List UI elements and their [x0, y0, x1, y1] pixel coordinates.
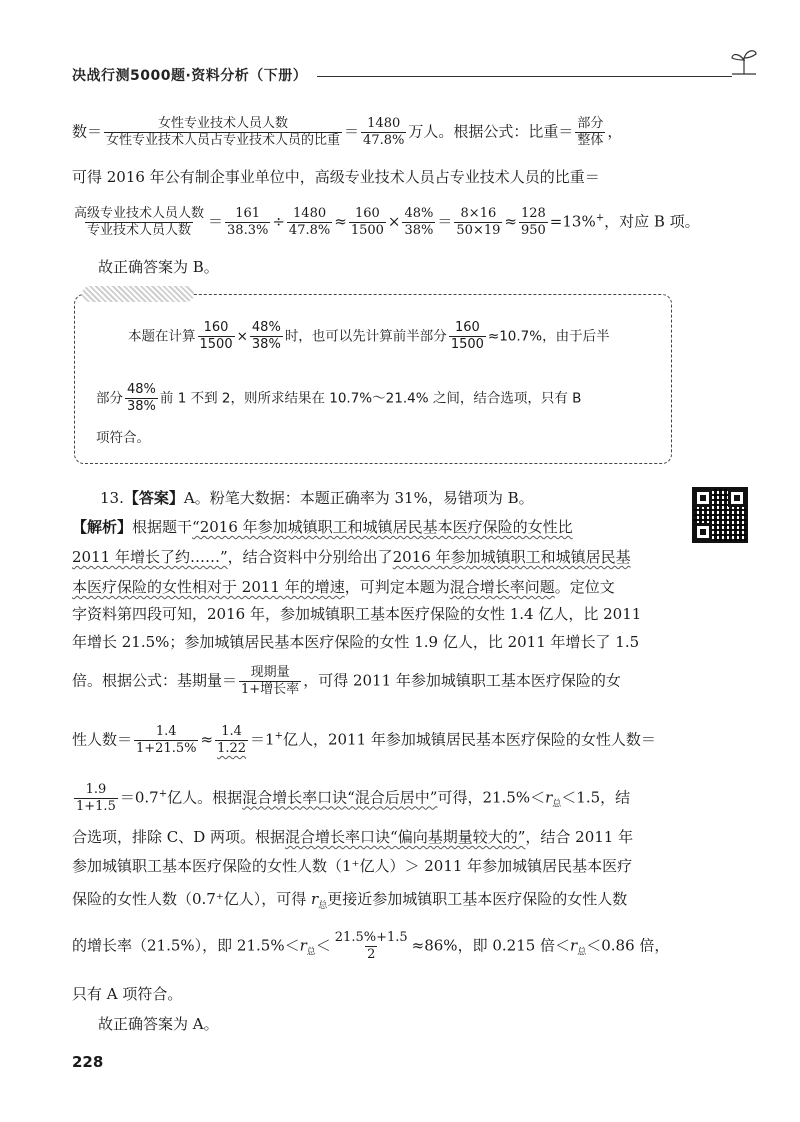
denominator: 1+21.5%	[136, 741, 197, 756]
text: ×	[387, 212, 401, 231]
page-number: 228	[72, 1053, 104, 1071]
denominator: 47.8%	[288, 223, 331, 238]
numerator: 21.5%+1.5	[334, 930, 408, 945]
tip-line-2	[96, 382, 581, 415]
denominator: 38%	[251, 337, 281, 352]
text: 时，也可以先计算前半部分	[284, 328, 447, 345]
text: ，对应 B 项。	[604, 212, 700, 231]
denominator: 47.8%	[363, 133, 405, 148]
analysis-line-9	[72, 826, 633, 848]
numerator: 8×16	[460, 206, 497, 221]
text: ，结合资料中分别给出了	[227, 548, 393, 566]
denominator: 1.22	[217, 741, 247, 756]
numerator: 48%	[127, 382, 156, 397]
text: ，	[607, 122, 623, 141]
fraction	[402, 206, 435, 239]
superscript: +	[595, 212, 605, 224]
qr-finder	[694, 523, 712, 541]
text: ≈	[334, 212, 347, 231]
numerator: 161	[235, 206, 261, 221]
text: ≈	[504, 212, 517, 231]
numerator: 高级专业技术人员人数	[74, 206, 205, 221]
text: 部分	[96, 390, 123, 407]
analysis-line-10: 参加城镇职工基本医疗保险的女性人数（1⁺亿人）＞ 2011 年参加城镇居民基本医疗	[72, 857, 633, 875]
text: =13%	[549, 212, 596, 231]
numerator: 128	[520, 206, 546, 221]
text: 亿人，2011 年参加城镇居民基本医疗保险的女性人数＝	[282, 730, 656, 749]
text: 更接近参加城镇职工基本医疗保险的女性人数	[327, 890, 628, 908]
numerator: 160	[354, 206, 380, 221]
text: ，可判定本题为	[344, 578, 450, 596]
text: ＝0.7	[119, 788, 159, 807]
question-number: 13.	[100, 489, 124, 507]
fraction	[72, 206, 206, 239]
fraction	[104, 116, 342, 149]
fraction	[449, 320, 486, 353]
numerator: 现期量	[250, 665, 290, 680]
fraction	[287, 206, 332, 239]
text: ≈	[200, 730, 214, 749]
fraction	[333, 930, 410, 963]
superscript: +	[274, 730, 283, 742]
variable-r: r	[545, 788, 553, 807]
text: 可得，21.5%＜	[437, 788, 546, 807]
calc-line-2: 可得 2016 年公有制企事业单位中，高级专业技术人员占专业技术人员的比重＝	[72, 168, 600, 186]
denominator: 38.3%	[227, 223, 269, 238]
text: ＜1.5，结	[561, 788, 631, 807]
header-title: 决战行测5000题·资料分析（下册）	[72, 68, 308, 84]
denominator: 1+增长率	[241, 682, 300, 697]
text: ＝	[344, 122, 360, 141]
text: 前 1 不到 2，则所求结果在 10.7%～21.4% 之间，结合选项，只有 B	[159, 390, 582, 407]
subscript: 总	[552, 799, 562, 810]
numerator: 1.9	[85, 782, 107, 797]
text: ＝	[437, 212, 453, 231]
sprout-icon	[726, 44, 762, 80]
denominator: 2	[367, 947, 376, 962]
calc-line-1	[72, 116, 622, 149]
running-header	[72, 60, 732, 90]
calc-line-3	[70, 206, 700, 239]
text: ＝	[208, 212, 224, 231]
numerator: 48%	[251, 320, 281, 335]
denominator: 50×19	[456, 223, 501, 238]
text: ，可得 2011 年参加城镇职工基本医疗保险的女	[303, 671, 621, 690]
fraction	[575, 116, 605, 149]
text: 数＝	[72, 122, 103, 141]
fraction	[250, 320, 283, 353]
text: ≈86%，即 0.215 倍＜	[411, 936, 571, 955]
text: ＜0.86 倍，	[586, 936, 670, 955]
denominator: 整体	[577, 133, 604, 148]
text: ÷	[272, 212, 285, 231]
denominator: 38%	[404, 223, 434, 238]
header-rule	[317, 76, 732, 77]
numerator: 1480	[293, 206, 327, 221]
text: 本医疗保险的女性相对于 2011 年的增速	[72, 578, 345, 596]
tip-label-badge	[82, 286, 194, 302]
numerator: 女性专业技术人员人数	[158, 116, 289, 131]
denominator: 专业技术人员人数	[87, 223, 192, 238]
denominator: 1500	[350, 223, 384, 238]
analysis-line-5: 年增长 21.5%；参加城镇居民基本医疗保险的女性 1.9 亿人，比 2011 年增长了 1.5	[72, 633, 640, 651]
analysis-line-11	[72, 888, 627, 917]
answer-tag: 【答案】	[123, 489, 184, 507]
fraction	[239, 665, 301, 698]
text: 根据题干	[132, 518, 193, 536]
numerator: 1.4	[155, 724, 177, 739]
analysis-line-2	[72, 546, 631, 568]
numerator: 48%	[404, 206, 434, 221]
fraction	[454, 206, 502, 239]
text: 混合增长率口诀“混合后居中”	[242, 788, 438, 807]
analysis-line-7	[72, 724, 656, 757]
fraction	[215, 724, 248, 757]
numerator: 部分	[577, 116, 604, 131]
fraction	[361, 116, 406, 149]
numerator: 1480	[367, 116, 401, 131]
analysis-line-8	[72, 782, 630, 816]
text: 亿人。根据	[167, 788, 243, 807]
analysis-line-12	[72, 930, 669, 964]
text: 2011 年增长了约……”	[72, 548, 228, 566]
qr-finder	[694, 489, 712, 507]
analysis-line-6	[72, 665, 621, 698]
variable-r: r	[570, 936, 578, 955]
denominator: 1+1.5	[76, 799, 116, 814]
tip-line-3: 项符合。	[96, 430, 150, 446]
answer-line-12: 故正确答案为 B。	[98, 258, 219, 276]
fraction	[134, 724, 198, 757]
text: 2016 年参加城镇职工和城镇居民基	[392, 548, 631, 566]
variable-r: r	[299, 936, 307, 955]
answer-line-13	[100, 487, 534, 509]
denominator: 1500	[199, 337, 233, 352]
variable-r: r	[311, 890, 319, 908]
fraction	[125, 382, 158, 415]
text: ×	[236, 328, 248, 345]
text: 。定位文	[554, 578, 615, 596]
text: ≈10.7%，由于后半	[487, 328, 610, 345]
subscript: 总	[577, 947, 587, 958]
fraction	[74, 782, 118, 815]
fraction	[198, 320, 235, 353]
qr-code-icon[interactable]	[692, 487, 748, 543]
text: 本题在计算	[128, 328, 196, 345]
analysis-line-3	[72, 576, 615, 598]
text: 的增长率（21.5%），即 21.5%＜	[72, 936, 300, 955]
subscript: 总	[306, 947, 316, 958]
analysis-line-4: 字资料第四段可知，2016 年，参加城镇职工基本医疗保险的女性 1.4 亿人，比 2011	[72, 605, 642, 623]
analysis-line-14: 故正确答案为 A。	[98, 1015, 219, 1033]
numerator: 160	[454, 320, 480, 335]
analysis-line-1	[72, 516, 573, 538]
denominator: 1500	[450, 337, 484, 352]
text: A。粉笔大数据：本题正确率为 31%，易错项为 B。	[183, 489, 534, 507]
analysis-tag: 【解析】	[72, 518, 133, 536]
denominator: 女性专业技术人员占专业技术人员的比重	[106, 133, 341, 148]
superscript: +	[158, 788, 168, 800]
text: 混合增长率口诀“偏向基期量较大的”	[285, 828, 526, 846]
fraction	[519, 206, 548, 239]
text: “2016 年参加城镇职工和城镇居民基本医疗保险的女性比	[192, 518, 573, 536]
text: 保险的女性人数（0.7⁺亿人），可得	[72, 890, 312, 908]
text: ＜	[315, 936, 331, 955]
text: 倍。根据公式：基期量＝	[72, 671, 238, 690]
analysis-line-13: 只有 A 项符合。	[72, 985, 183, 1003]
fraction	[225, 206, 270, 239]
text: 合选项，排除 C、D 两项。根据	[72, 828, 286, 846]
numerator: 1.4	[221, 724, 242, 739]
text: ，结合 2011 年	[525, 828, 634, 846]
subscript: 总	[318, 901, 328, 911]
numerator: 160	[203, 320, 229, 335]
fraction	[349, 206, 386, 239]
qr-finder	[728, 489, 746, 507]
tip-line-1	[128, 320, 610, 353]
text: 混合增长率问题	[449, 578, 555, 596]
denominator: 38%	[127, 399, 156, 414]
denominator: 950	[520, 223, 546, 238]
text: ＝1	[250, 730, 275, 749]
text: 性人数＝	[72, 730, 133, 749]
text: 万人。根据公式：比重＝	[408, 122, 574, 141]
